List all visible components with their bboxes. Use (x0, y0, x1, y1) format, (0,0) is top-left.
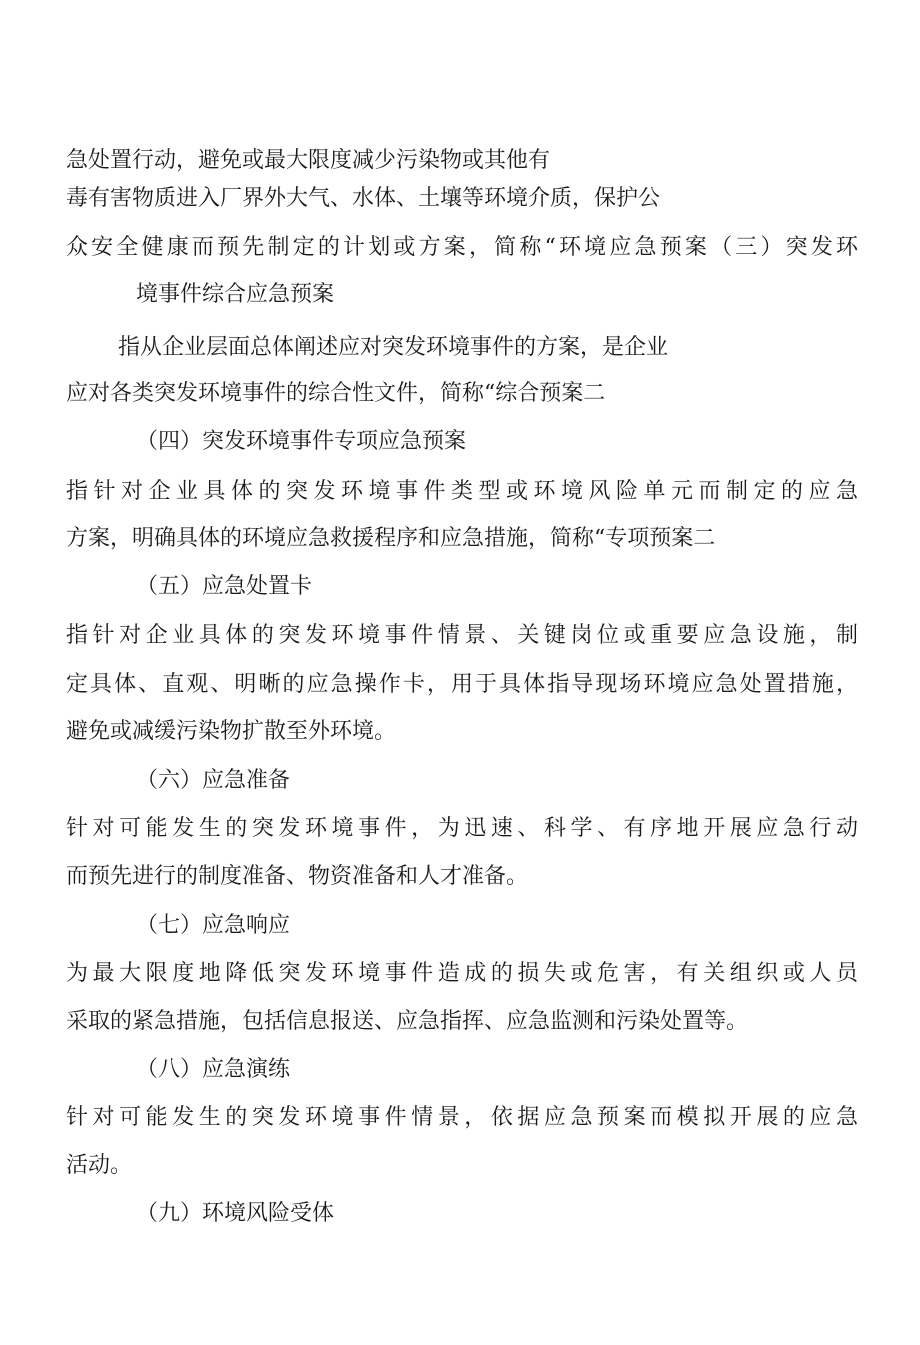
text-line: 毒有害物质进入厂界外大气、水体、土壤等环境介质，保护公 (66, 186, 661, 211)
text-line: 定具体、直观、明晰的应急操作卡，用于具体指导现场环境应急处置措施， (66, 672, 858, 697)
text-line: 为最大限度地降低突发环境事件造成的损失或危害，有关组织或人员 (66, 961, 858, 986)
section-heading: （五）应急处置卡 (136, 574, 313, 599)
text-line: 而预先进行的制度准备、物资准备和人才准备。 (66, 864, 529, 889)
text-line: 避免或减缓污染物扩散至外环境。 (66, 719, 397, 744)
section-heading: 境事件综合应急预案 (136, 282, 335, 307)
text-line: 指针对企业具体的突发环境事件类型或环境风险单元而制定的应急 (66, 479, 858, 504)
text-line: 针对可能发生的突发环境事件，为迅速、科学、有序地开展应急行动 (66, 816, 858, 841)
section-heading: （四）突发环境事件专项应急预案 (136, 429, 467, 454)
section-heading: （七）应急响应 (136, 913, 291, 938)
text-line: 采取的紧急措施，包括信息报送、应急指挥、应急监测和污染处置等。 (66, 1009, 749, 1034)
text-line: 针对可能发生的突发环境事件情景，依据应急预案而模拟开展的应急 (66, 1105, 858, 1130)
text-line: 指针对企业具体的突发环境事件情景、关键岗位或重要应急设施，制 (66, 623, 858, 648)
section-heading: （九）环境风险受体 (136, 1201, 335, 1226)
text-line: 活动。 (66, 1153, 133, 1178)
text-line: 众安全健康而预先制定的计划或方案，简称“环境应急预案（三）突发环 (66, 235, 858, 260)
text-line: 方案，明确具体的环境应急救援程序和应急措施，简称“专项预案二 (66, 526, 716, 551)
text-line: 指从企业层面总体阐述应对突发环境事件的方案，是企业 (118, 335, 669, 360)
section-heading: （八）应急演练 (136, 1057, 291, 1082)
section-heading: （六）应急准备 (136, 768, 291, 793)
text-line: 应对各类突发环境事件的综合性文件，简称“综合预案二 (66, 381, 606, 406)
text-line: 急处置行动，避免或最大限度减少污染物或其他有 (66, 148, 551, 173)
